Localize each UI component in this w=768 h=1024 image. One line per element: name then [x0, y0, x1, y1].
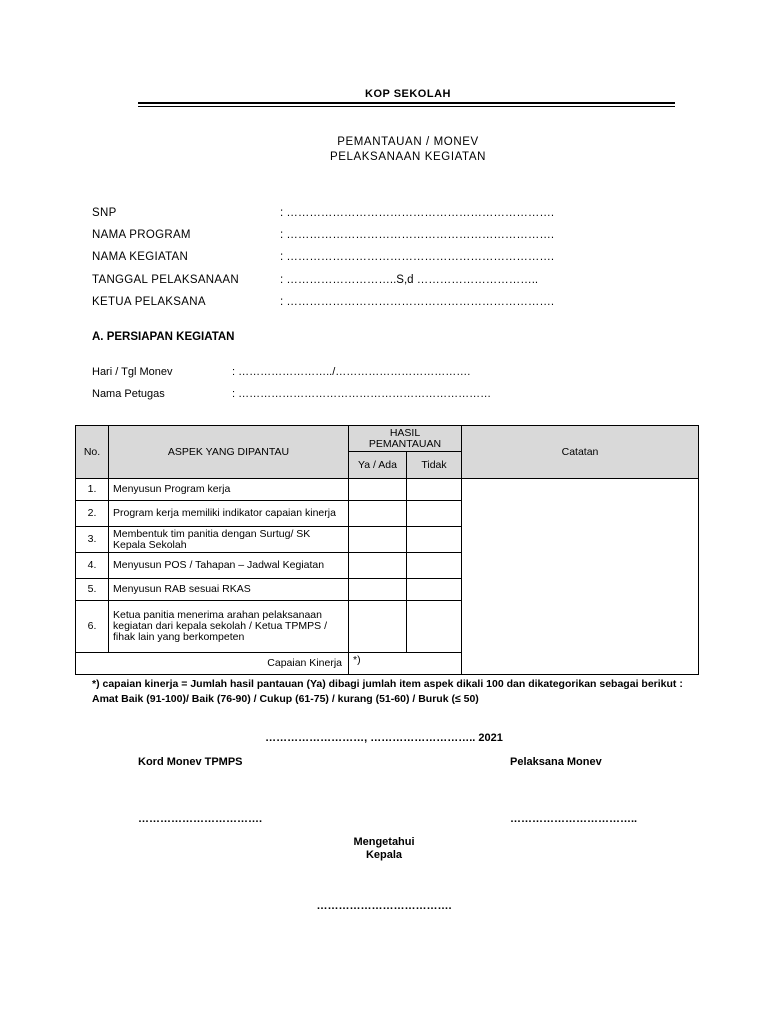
capaian-kinerja-label: Capaian Kinerja [76, 653, 349, 675]
field-label-snp: SNP [92, 207, 117, 219]
row-aspek: Menyusun POS / Tahapan – Jadwal Kegiatan [109, 553, 349, 579]
field-label-ketua: KETUA PELAKSANA [92, 296, 206, 308]
hari-label: Hari / Tgl Monev [92, 366, 173, 378]
left-signer-title: Kord Monev TPMPS [138, 756, 243, 768]
catatan-cell[interactable] [462, 479, 699, 675]
capaian-mark: *) [353, 654, 361, 666]
right-signer-title: Pelaksana Monev [510, 756, 602, 768]
header-ya: Ya / Ada [349, 452, 407, 479]
cell-tidak[interactable] [407, 601, 462, 653]
header-rule-thick [138, 102, 675, 104]
row-no: 6. [76, 601, 109, 653]
field-label-tanggal: TANGGAL PELAKSANAAN [92, 274, 239, 286]
row-aspek: Ketua panitia menerima arahan pelaksanaan kegiatan dari kepala sekolah / Ketua TPMPS / fihak lain yang berkompeten [109, 601, 349, 653]
kepala: Kepala [365, 849, 403, 861]
petugas-label: Nama Petugas [92, 388, 165, 400]
cell-tidak[interactable] [407, 527, 462, 553]
header-aspek: ASPEK YANG DIPANTAU [109, 426, 349, 479]
monitoring-table [75, 425, 699, 675]
capaian-kinerja-value[interactable] [349, 653, 462, 675]
cell-ya[interactable] [349, 601, 407, 653]
kepala-signature-line: ………………………………. [316, 900, 452, 912]
cell-ya[interactable] [349, 579, 407, 601]
cell-ya[interactable] [349, 479, 407, 501]
cell-tidak[interactable] [407, 501, 462, 527]
field-value-program: : ……………………………………………………………. [280, 229, 555, 241]
mengetahui: Mengetahui [353, 836, 415, 848]
row-aspek: Menyusun Program kerja [109, 479, 349, 501]
footnote: *) capaian kinerja = Jumlah hasil pantauan (Ya) dibagi jumlah item aspek dikali 100 dan dikategorikan sebagai berikut : Amat Baik (91-100)/ Baik (76-90) / Cukup (61-75) / kurang (51-60) / Buruk (≤ 50) [92, 678, 683, 705]
hari-value: : ……………………../………………………………. [232, 366, 471, 378]
field-value-ketua: : ……………………………………………………………. [280, 296, 555, 308]
row-no: 1. [76, 479, 109, 501]
doc-title-line2: PELAKSANAAN KEGIATAN [329, 151, 486, 163]
cell-ya[interactable] [349, 553, 407, 579]
kop-sekolah: KOP SEKOLAH [365, 88, 451, 100]
header-hasil: HASIL PEMANTAUAN [349, 426, 462, 452]
left-signature-line: ……………………………. [138, 813, 263, 825]
cell-tidak[interactable] [407, 579, 462, 601]
right-signature-line: …………………………….. [510, 813, 638, 825]
row-no: 3. [76, 527, 109, 553]
header-no: No. [76, 426, 109, 479]
row-aspek: Program kerja memiliki indikator capaian kinerja [109, 501, 349, 527]
header-tidak: Tidak [407, 452, 462, 479]
header-catatan: Catatan [462, 426, 699, 479]
field-value-snp: : ……………………………………………………………. [280, 207, 555, 219]
field-label-kegiatan: NAMA KEGIATAN [92, 251, 189, 263]
row-no: 2. [76, 501, 109, 527]
row-aspek: Menyusun RAB sesuai RKAS [109, 579, 349, 601]
date-line: ………………………, ……………………….. 2021 [265, 732, 503, 744]
doc-title-line1: PEMANTAUAN / MONEV [337, 136, 479, 148]
cell-tidak[interactable] [407, 553, 462, 579]
field-value-kegiatan: : ……………………………………………………………. [280, 251, 555, 263]
row-aspek: Membentuk tim panitia dengan Surtug/ SK Kepala Sekolah [109, 527, 349, 553]
cell-tidak[interactable] [407, 479, 462, 501]
cell-ya[interactable] [349, 527, 407, 553]
header-rule-thin [138, 106, 675, 107]
petugas-value: : …………………………………………………………… [232, 388, 492, 400]
row-no: 5. [76, 579, 109, 601]
section-a-title: A. PERSIAPAN KEGIATAN [92, 331, 235, 343]
cell-ya[interactable] [349, 501, 407, 527]
field-label-program: NAMA PROGRAM [92, 229, 191, 241]
row-no: 4. [76, 553, 109, 579]
field-value-tanggal: : ………………………..S,d ………………………….. [280, 274, 539, 286]
